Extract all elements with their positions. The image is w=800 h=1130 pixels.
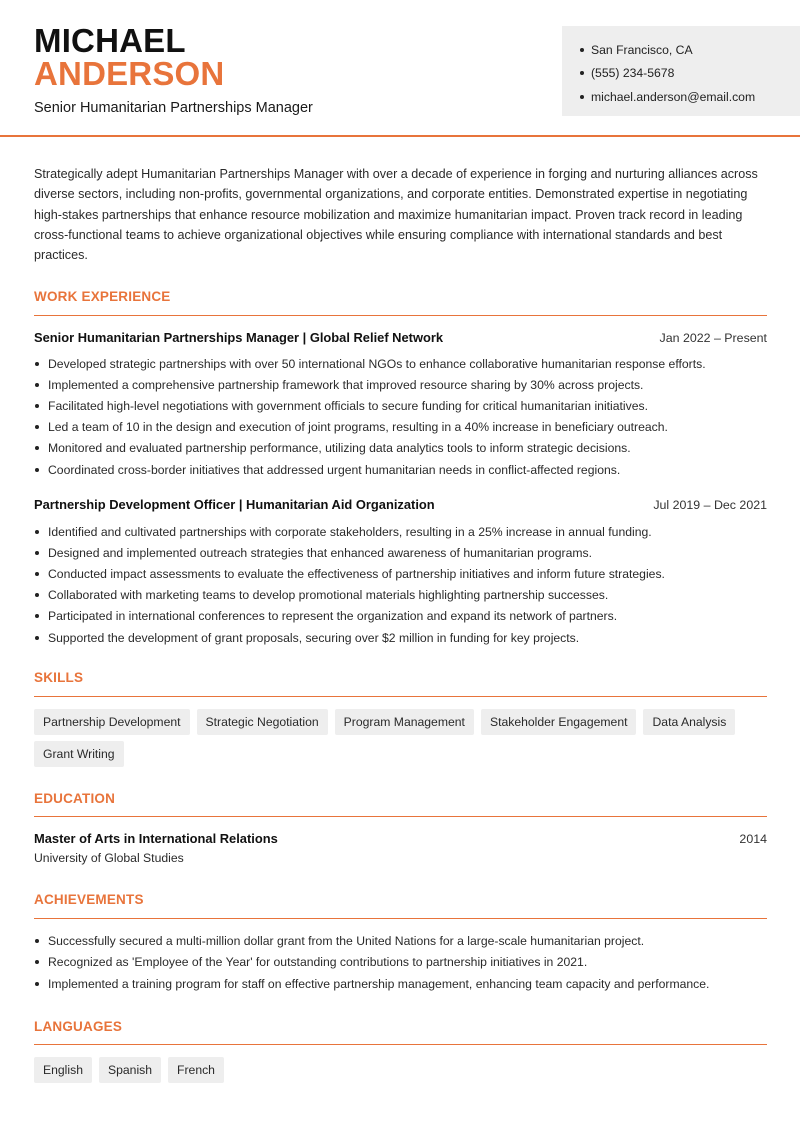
job-bullets — [34, 521, 774, 648]
language-tag: Spanish — [99, 1057, 161, 1083]
bullet-icon — [35, 468, 39, 472]
job-role: Partnership Development Officer | Humanitarian Aid Organization — [34, 497, 435, 512]
education-degree: Master of Arts in International Relations — [34, 831, 278, 846]
bullet-icon — [35, 982, 39, 986]
bullet-icon — [35, 939, 39, 943]
first-name: MICHAEL — [34, 22, 186, 59]
job-header — [34, 330, 767, 345]
location-text: San Francisco, CA — [591, 42, 693, 57]
bullet-icon — [35, 960, 39, 964]
education-year: 2014 — [739, 831, 767, 846]
job-dates: Jul 2019 – Dec 2021 — [653, 497, 767, 512]
section-divider — [34, 1044, 767, 1045]
list-item — [34, 395, 774, 416]
contact-phone — [580, 62, 800, 86]
list-item — [34, 951, 774, 973]
list-item — [34, 438, 774, 459]
bullet-text: Identified and cultivated partnerships with corporate stakeholders, resulting in a 25% increase in annual funding. — [48, 524, 652, 539]
bullet-icon — [580, 48, 584, 52]
bullet-text: Implemented a comprehensive partnership framework that improved resource sharing by 30% across projects. — [48, 377, 644, 392]
bullet-text: Successfully secured a multi-million dollar grant from the United Nations for a large-scale humanitarian project. — [48, 933, 645, 948]
education-school: University of Global Studies — [34, 851, 184, 865]
list-item — [34, 542, 774, 563]
bullet-icon — [35, 572, 39, 576]
bullet-icon — [35, 551, 39, 555]
list-item — [34, 521, 774, 542]
section-title-education: EDUCATION — [34, 791, 116, 806]
section-title-work: WORK EXPERIENCE — [34, 289, 171, 304]
summary-paragraph: Strategically adept Humanitarian Partnerships Manager with over a decade of experience in forging and nurturing alliances across diverse sectors, including non-profits, governmental organizations, and corporate entities. Demonstrated expertise in negotiating high-stakes partnerships that enhance resource mobilization and maximize humanitarian impact. Proven track record in leading cross-functional teams to achieve organizational objectives while ensuring compliance with international standards and best practices. — [34, 167, 758, 263]
bullet-icon — [35, 614, 39, 618]
bullet-text: Supported the development of grant proposals, securing over $2 million in funding for key projects. — [48, 630, 580, 645]
bullet-icon — [35, 530, 39, 534]
phone-text: (555) 234-5678 — [591, 66, 675, 81]
list-item — [34, 930, 774, 951]
job-role: Senior Humanitarian Partnerships Manager | Global Relief Network — [34, 330, 444, 345]
resume-header — [0, 0, 800, 137]
language-tag: English — [34, 1057, 92, 1083]
bullet-text: Collaborated with marketing teams to develop promotional materials highlighting partnership successes. — [48, 588, 609, 603]
bullet-icon — [35, 425, 39, 429]
list-item — [34, 563, 774, 584]
bullet-text: Implemented a training program for staff on effective partnership management, enhancing team capacity and performance. — [48, 977, 710, 992]
bullet-text: Conducted impact assessments to evaluate the effectiveness of partnership initiatives and inform future strategies. — [48, 566, 665, 581]
language-tag: French — [168, 1057, 224, 1083]
bullet-text: Led a team of 10 in the design and execution of joint programs, resulting in a 40% increase in beneficiary outreach. — [48, 420, 668, 435]
bullet-icon — [580, 71, 584, 75]
section-title-skills: SKILLS — [34, 670, 84, 685]
bullet-icon — [35, 383, 39, 387]
bullet-icon — [35, 404, 39, 408]
list-item — [34, 417, 774, 438]
list-item — [34, 459, 774, 480]
bullet-icon — [35, 593, 39, 597]
education-header — [34, 831, 767, 846]
bullet-text: Participated in international conferences to represent the organization and expand its network of partners. — [48, 609, 618, 624]
skills-tags — [34, 709, 774, 767]
skill-tag: Partnership Development — [34, 709, 190, 735]
section-title-achievements: ACHIEVEMENTS — [34, 892, 144, 907]
candidate-title: Senior Humanitarian Partnerships Manager — [34, 100, 313, 116]
skill-tag: Stakeholder Engagement — [481, 709, 637, 735]
section-divider — [34, 816, 767, 817]
language-tags — [34, 1057, 774, 1083]
contact-box — [562, 26, 800, 116]
bullet-icon — [35, 446, 39, 450]
bullet-icon — [580, 95, 584, 99]
contact-location — [580, 38, 800, 62]
candidate-name — [34, 24, 224, 90]
bullet-text: Facilitated high-level negotiations with government officials to secure funding for critical humanitarian initiatives. — [48, 398, 648, 413]
bullet-text: Recognized as 'Employee of the Year' for outstanding contributions to partnership initiatives in 2021. — [48, 955, 588, 970]
section-title-languages: LANGUAGES — [34, 1019, 123, 1034]
skill-tag: Grant Writing — [34, 741, 124, 767]
list-item — [34, 973, 774, 995]
skill-tag: Strategic Negotiation — [197, 709, 328, 735]
bullet-text: Monitored and evaluated partnership performance, utilizing data analytics tools to inform strategic decisions. — [48, 441, 631, 456]
section-divider — [34, 918, 767, 919]
bullet-text: Designed and implemented outreach strategies that enhanced awareness of humanitarian programs. — [48, 545, 593, 560]
list-item — [34, 353, 774, 374]
achievement-bullets — [34, 930, 774, 995]
skill-tag: Data Analysis — [643, 709, 735, 735]
bullet-icon — [35, 636, 39, 640]
bullet-text: Developed strategic partnerships with over 50 international NGOs to enhance collaborative humanitarian response efforts. — [48, 356, 706, 371]
section-divider — [34, 696, 767, 697]
list-item — [34, 374, 774, 395]
section-divider — [34, 315, 767, 316]
list-item — [34, 627, 774, 648]
job-bullets — [34, 353, 774, 480]
skill-tag: Program Management — [335, 709, 474, 735]
list-item — [34, 585, 774, 606]
last-name: ANDERSON — [34, 55, 225, 92]
contact-email — [580, 85, 800, 109]
bullet-icon — [35, 362, 39, 366]
list-item — [34, 606, 774, 627]
email-text: michael.anderson@email.com — [591, 89, 756, 104]
job-header — [34, 497, 767, 512]
bullet-text: Coordinated cross-border initiatives that addressed urgent humanitarian needs in conflict-affected regions. — [48, 462, 621, 477]
job-dates: Jan 2022 – Present — [659, 330, 767, 345]
